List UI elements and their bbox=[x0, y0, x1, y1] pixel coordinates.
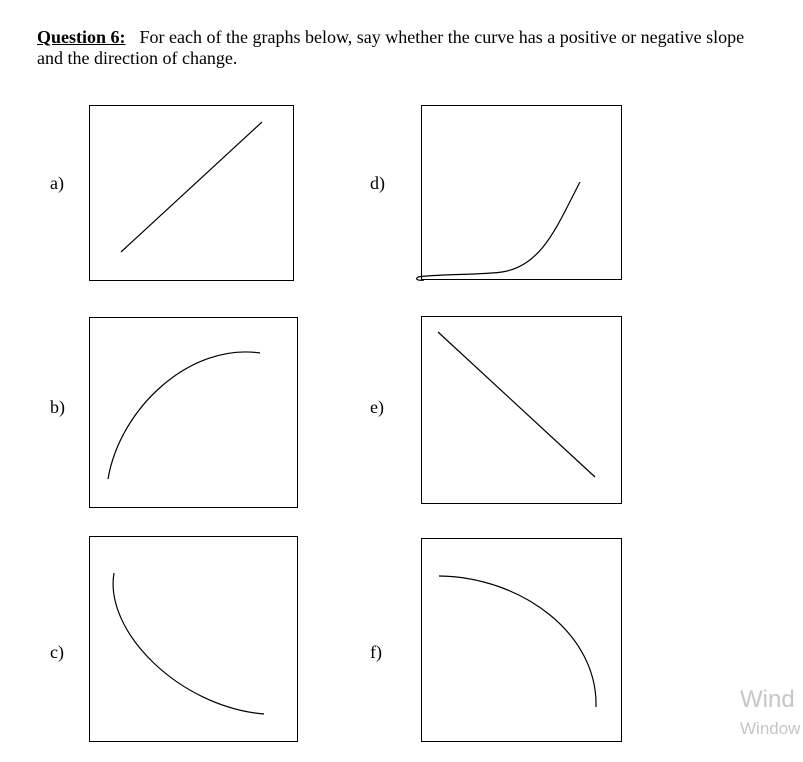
graph-f-box bbox=[421, 538, 622, 742]
graph-f-label: f) bbox=[370, 642, 382, 662]
graph-c-label: c) bbox=[50, 642, 64, 662]
graph-d-label: d) bbox=[370, 173, 385, 193]
graph-e-box bbox=[421, 316, 622, 504]
graph-f-curve bbox=[422, 539, 623, 743]
graph-e-curve bbox=[422, 317, 623, 505]
graph-a-label: a) bbox=[50, 173, 64, 193]
graph-d-box bbox=[421, 105, 622, 280]
graph-e-label: e) bbox=[370, 397, 384, 417]
graph-a-curve bbox=[90, 106, 295, 282]
watermark-line2: Window bbox=[740, 719, 801, 738]
graph-c-curve bbox=[90, 537, 299, 743]
question-body: For each of the graphs below, say whether the curve has a positive or negative slope and the direction of change. bbox=[37, 27, 745, 68]
question-label: Question 6: bbox=[37, 27, 126, 47]
graph-d-curve bbox=[422, 106, 623, 281]
watermark-line1: Wind bbox=[740, 686, 795, 713]
question-text bbox=[37, 27, 757, 69]
graph-b-curve bbox=[90, 318, 299, 509]
graph-c-box bbox=[89, 536, 298, 742]
graph-b-box bbox=[89, 317, 298, 508]
graph-a-box bbox=[89, 105, 294, 281]
graph-b-label: b) bbox=[50, 397, 65, 417]
